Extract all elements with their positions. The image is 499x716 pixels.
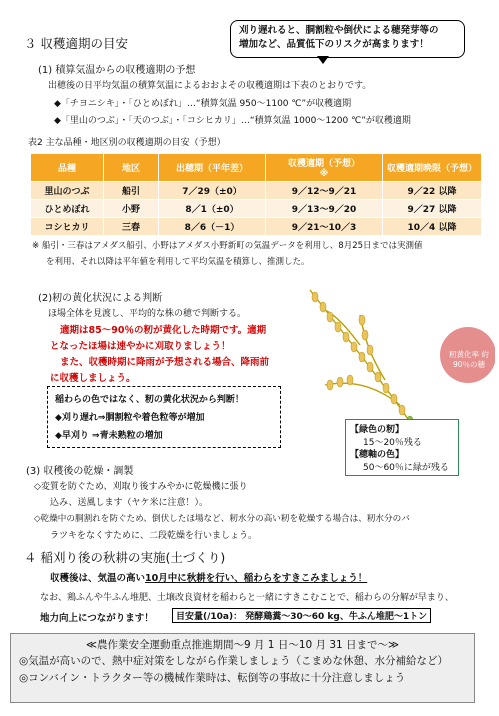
photo-label: 籾黄化率 約90％の穂 [449,350,489,369]
col-harvest-note: ※ [319,169,329,179]
sub2-red-2: となったほ場は速やかに刈取りましょう！ [50,341,231,352]
table-caption: 表2 主な品種・地区別の収穫適期の目安（予想） [28,138,226,148]
cell-variety: コシヒカリ [31,218,104,236]
table-row [31,200,482,218]
col-latest: 収穫適期晩限（予想） [383,154,482,182]
cell-harvest: 9／13～9／20 [266,200,383,218]
table-header-row [31,154,482,182]
sub1-title: (1) 積算気温からの収穫適期の予想 [38,65,196,76]
sub1-desc: 出穂後の日平均気温の積算気温によるおおよその収穫適期は下表のとおりです。 [48,81,372,91]
table-row [31,182,482,200]
cell-variety: ひとめぼれ [31,200,104,218]
section4-line-1b: 10月中に秋耕を行い、稲わらをすきこみましょう！ [145,573,368,584]
cell-latest: 9／27 以降 [383,200,482,218]
sub2-red-4: に収穫しましょう。 [50,373,136,384]
safety-title: ≪農作業安全運動重点推進期間～9 月 1 日～10 月 31 日まで～≫ [85,639,400,651]
sub2-red-3: また、収穫時期に降雨が予想される場合、降雨前 [60,357,270,368]
section4-line-1a: 収穫後は、気温の高い [50,573,146,584]
amount-box: 目安量(/10a)： 発酵鶏糞～30～60 kg、牛ふん堆肥～1トン [172,608,431,623]
safety-line-1: ◎気温が高いので、熱中症対策をしながら作業しましょう（こまめな休憩、水分補給など） [19,655,448,668]
green-value-1: 15～20％残る [363,438,422,448]
judgement-line-2: ◆刈り遅れ⇒胴割粒や着色粒等が増加 [55,413,205,423]
sub2-title: (2)籾の黄化状況による判断 [38,293,163,304]
section4-line-2: なお、鶏ふんや牛ふん堆肥、土壌改良資材を稲わらと一緒にすきこむことで、稲わらの分解が早まり、 [40,593,454,603]
sub3-line-1: ◇変質を防ぐため、刈取り後すみやかに乾燥機に張り [34,482,248,492]
section4-line-1 [50,570,367,584]
sub2-red-1: 適期は85～90％の籾が黄化した時期です。適期 [60,325,267,336]
green-title-1: 【緑色の籾】 [350,425,405,435]
callout-line-2: 増加など、品質低下のリスクが高まります！ [239,38,429,50]
callout-tail [317,56,329,64]
sub1-bullet-2: ◆「里山のつぶ」・「天のつぶ」・「コシヒカリ」…“積算気温 1000～1200 ℃”が収穫適期 [54,116,411,126]
cell-heading: 7／29（±0） [159,182,266,200]
cell-harvest: 9／21～10／3 [266,218,383,236]
cell-variety: 里山のつぶ [31,182,104,200]
section4-line-3: 地力向上につながります！ [40,613,154,624]
cell-district: 船引 [104,182,159,200]
col-harvest-label: 収穫適期（予想） [287,159,360,169]
sub3-line-4: ラツキをなくすために、二段乾燥を行いましょう。 [50,531,258,541]
cell-heading: 8／1（±0） [159,200,266,218]
green-title-2: 【穂軸の色】 [350,450,405,460]
cell-latest: 9／22 以降 [383,182,482,200]
col-heading: 出穂期（平年差） [159,154,266,182]
cell-latest: 10／4 以降 [383,218,482,236]
safety-notice-box [10,633,475,703]
table-note-1: ※ 船引・三春はアメダス船引、小野はアメダス小野新町の気温データを利用し、8月25日までは実測値 [32,241,423,251]
sub3-line-3: ◇乾燥中の胴割れを防ぐため、倒伏したほ場など、籾水分の高い籾を乾燥する場合は、籾水分のバ [34,514,410,524]
harvest-table [30,153,482,236]
cell-district: 小野 [104,200,159,218]
sub3-title: (3) 収穫後の乾燥・調製 [26,466,134,477]
cell-district: 三春 [104,218,159,236]
sub1-bullet-1: ◆「チヨニシキ」・「ひとめぼれ」…“積算気温 950～1100 ℃”が収穫適期 [54,99,352,109]
col-harvest [266,154,383,182]
col-district: 地区 [104,154,159,182]
warning-callout [230,20,465,58]
judgement-line-3: ◆早刈り ⇒青未熟粒の増加 [55,431,163,441]
section-4-title: ４ 稲刈り後の秋耕の実施(土づくり) [24,550,226,565]
table-row [31,218,482,236]
sub3-line-2: 込み、送風します（ヤケ米に注意！）。 [50,498,209,508]
cell-heading: 8／6（－1） [159,218,266,236]
safety-line-2: ◎コンバイン・トラクター等の機械作業時は、転倒等の事故に十分注意しましょう [19,671,406,684]
callout-line-1: 刈り遅れると、胴割粒や倒伏による穂発芽等の [239,25,439,36]
section-3-title: ３ 収穫適期の目安 [24,36,128,51]
sub2-desc: ほ場全体を見渡し、平均的な株の穂で判断する。 [48,309,247,319]
col-variety: 品種 [31,154,104,182]
cell-harvest: 9／12～9／21 [266,182,383,200]
table-note-2: を利用、それ以降は平年値を利用して平均気温を積算し、推測した。 [46,257,310,267]
judgement-line-1: 稲わらの色ではなく、籾の黄化状況から判断！ [55,395,244,405]
green-value-2: 50～60％に緑が残る [363,463,449,473]
